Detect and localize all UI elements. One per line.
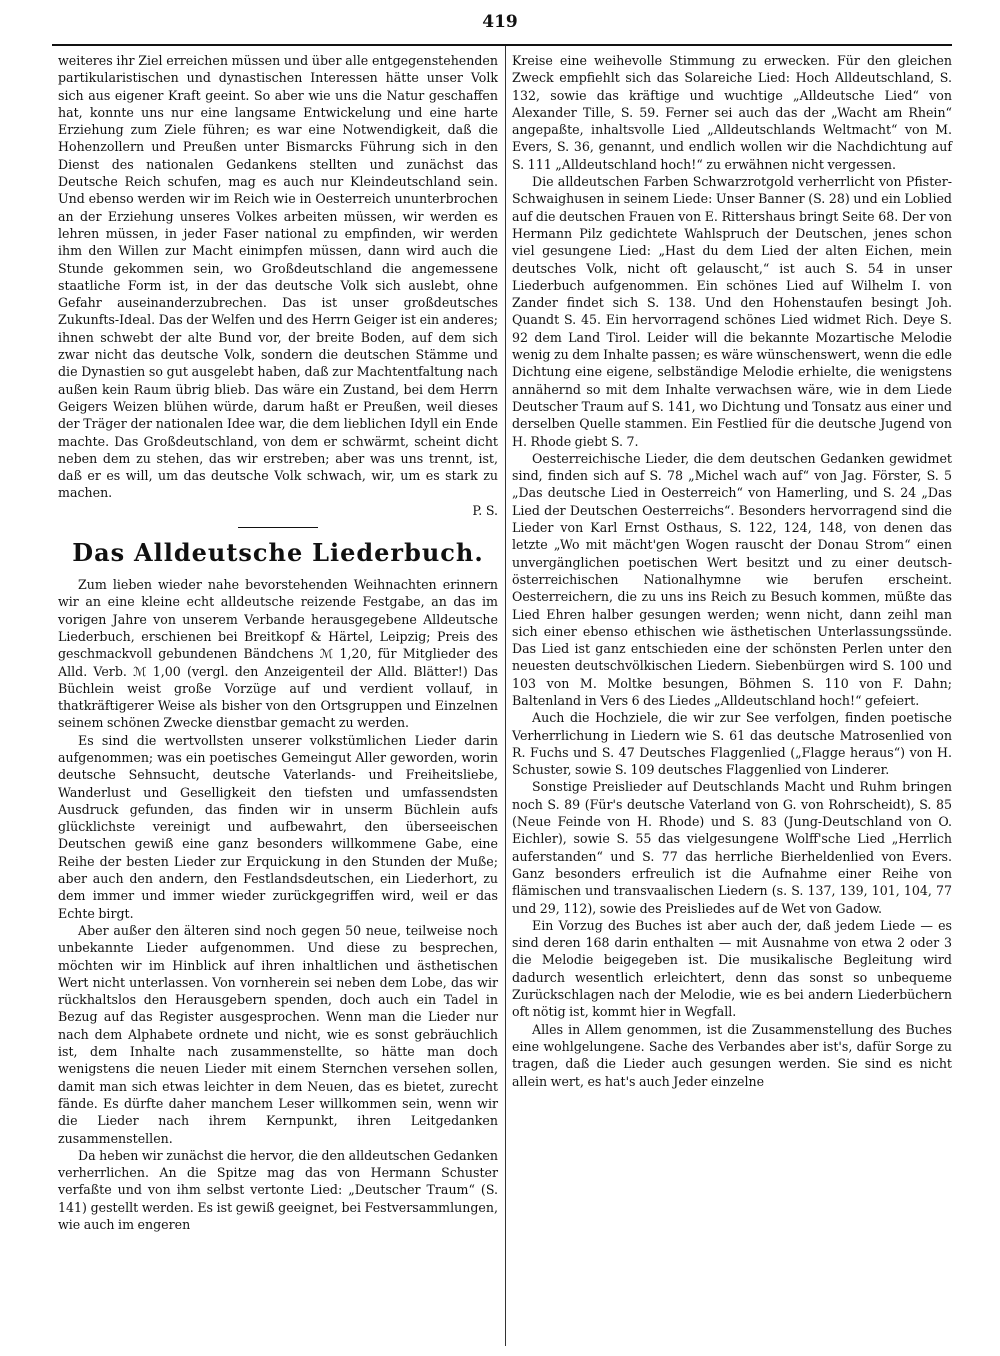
paragraph-continuation: Kreise eine weihevolle Stimmung zu erwecken. Für den gleichen Zweck empfiehlt sich das Solareiche Lied: Hoch Alldeutschland, S. 132, sowie das kräftige und wuchtige „Alldeutsche Lied“ von Alexander Tille, S. 59. Ferner sei auch das der „Wacht am Rhein“ angepaßte, inhaltsvolle Lied „Alldeutschlands Weltmacht“ von M. Evers, S. 36, genannt, und endlich wollen wir die Nachdichtung auf S. 111 „Alldeutschland hoch!“ zu erwähnen nicht vergessen.: [512, 53, 952, 172]
right-column: [512, 52, 952, 1090]
article-headline: Das Alldeutsche Liederbuch.: [72, 538, 484, 568]
paragraph: Sonstige Preislieder auf Deutschlands Macht und Ruhm bringen noch S. 89 (Für's deutsche Vaterland von G. von Rohrscheidt), S. 85 (Neue Feinde von H. Rhode) und S. 83 (Jung-Deutschland von O. Eichler), sowie S. 55 das vielgesungene Wolff'sche Lied „Herrlich auferstanden“ und S. 77 das herrliche Bierheldenlied von Evers. Ganz besonders erfreulich ist die Aufnahme einer Reihe von flämischen und transvaalischen Liedern (s. S. 137, 139, 101, 104, 77 und 29, 112), sowie des Preisliedes auf de Wet von Gadow.: [512, 779, 952, 916]
paragraph: Alles in Allem genommen, ist die Zusammenstellung des Buches eine wohlgelungene. Sache des Verbandes aber ist's, dafür Sorge zu tragen, daß die Lieder auch gesungen werden. Sie sind es nicht allein wert, es hat's auch Jeder einzelne: [512, 1021, 952, 1089]
paragraph: Es sind die wertvollsten unserer volkstümlichen Lieder darin aufgenommen; was ein poetisches Gemeingut Aller geworden, worin deutsche Sehnsucht, deutsche Vaterlands- und Freiheitsliebe, Wanderlust und Geselligkeit den tiefsten und umfassendsten Ausdruck gefunden, das finden wir in unserm Büchlein aufs glücklichste vereinigt und aufbewahrt, den überseeischen Deutschen gewiß eine ganz besonders willkommene Gabe, eine Reihe der besten Lieder zur Erquickung in den Stunden der Muße; aber auch den andern, den Festlandsdeutschen, ein Liederhort, zu dem immer und immer wieder zurückgegriffen wird, weil er das Echte birgt.: [58, 732, 498, 921]
paragraph: Die alldeutschen Farben Schwarzrotgold verherrlicht von Pfister-Schwaighusen in seinem Liede: Unser Banner (S. 28) und ein Loblied auf die deutschen Frauen von E. Rittershaus bringt Seite 68. Der von Hermann Pilz gedichtete Wahlspruch der Deutschen, jenes schon viel gesungene Lied: „Hast du dem Lied der alten Eichen, mein deutsches Volk, nicht oft gelauscht,“ ist auch S. 54 in unser Liederbuch aufgenommen. Ein schönes Lied auf Wilhelm I. von Zander findet sich S. 138. Und den Hohenstaufen besingt Joh. Quandt S. 45. Ein hervorragend schönes Lied widmet Rich. Deye S. 92 dem Land Tirol. Leider will die bekannte Mozartische Melodie wenig zu dem Inhalte passen; es wäre wünschenswert, wenn die edle Dichtung eine eigene, selbständige Melodie erhielte, die wenigstens annähernd so mit dem Inhalte verwachsen wäre, wie in dem Liede Deutscher Traum auf S. 141, wo Dichtung und Tonsatz aus einer und derselben Quelle stammen. Ein Festlied für die deutsche Jugend von H. Rhode giebt S. 7.: [512, 174, 952, 449]
article-continuation: weiteres ihr Ziel erreichen müssen und über alle entgegenstehenden partikularistischen und dynastischen Interessen hätte unser Volk sich aus eigener Kraft geeint. So aber wie uns die Natur geschaffen hat, konnte uns nur eine langsame Entwickelung und eine harte Erziehung zum Ziele führen; es war eine Notwendigkeit, daß die Hohenzollern und Preußen unter Bismarcks Führung sich in den Dienst des nationalen Gedankens stellten und zunächst das Deutsche Reich schufen, mag es auch nur Kleindeutschland sein. Und ebenso werden wir im Reich wie in Oesterreich ununterbrochen an der Erziehung unseres Volkes arbeiten müssen, wir werden es lehren müssen, in jeder Faser national zu empfinden, wir werden ihm den Willen zur Macht einimpfen müssen, dann wird auch die Stunde gekommen sein, wo Großdeutschland die angemessene staatliche Form ist, in der das deutsche Volk sich auslebt, ohne Gefahr auseinanderzubrechen. Das ist unser großdeutsches Zukunfts-Ideal. Das der Welfen und des Herrn Geiger ist ein anderes; ihnen schwebt der alte Bund vor, der breite Boden, auf dem sich zwar nicht das deutsche Volk, sondern die deutschen Stämme und die Dynastien so gut ausgelebt haben, daß zur Machtentfaltung nach außen kein Raum übrig blieb. Das wäre ein Zustand, bei dem Herrn Geigers Weizen blühen würde, darum haßt er Preußen, weil dieses der Träger der nationalen Idee war, die dem lieblichen Idyll ein Ende machte. Das Großdeutschland, von dem er schwärmt, scheint dicht neben dem zu stehen, das wir erstreben; aber was uns trennt, ist, daß er es will, um das deutsche Volk schwach, wir, um es stark zu machen.: [58, 53, 498, 501]
header-rule: [52, 44, 952, 46]
page-number: 419: [482, 12, 518, 32]
paragraph: Auch die Hochziele, die wir zur See verfolgen, finden poetische Verherrlichung in Liedern wie S. 61 das deutsche Matrosenlied von R. Fuchs und S. 47 Deutsches Flaggenlied („Flagge heraus“) von H. Schuster, sowie S. 109 deutsches Flaggenlied von Linderer.: [512, 710, 952, 778]
column-divider: [505, 46, 506, 1346]
article-separator: [238, 527, 318, 528]
paragraph: Aber außer den älteren sind noch gegen 50 neue, teilweise noch unbekannte Lieder aufgenommen. Und diese zu besprechen, möchten wir im Hinblick auf ihren inhaltlichen und ästhetischen Wert nicht unterlassen. Von vornherein sei neben dem Lobe, das wir rückhaltslos den Herausgebern spenden, doch auch ein Tadel in Bezug auf das Register ausgesprochen. Wenn man die Lieder nur nach dem Alphabete ordnete und nicht, wie es sonst gebräuchlich ist, dem Inhalte nach zusammenstellte, so hätte man doch wenigstens die neuen Lieder mit einem Sternchen versehen sollen, damit man sich etwas leichter in dem Neuen, das es bietet, zurecht fände. Es dürfte daher manchem Leser willkommen sein, wenn wir die Lieder nach ihrem Kernpunkt, ihren Leitgedanken zusammenstellen.: [58, 922, 498, 1146]
paragraph: Ein Vorzug des Buches ist aber auch der, daß jedem Liede — es sind deren 168 darin enthalten — mit Ausnahme von etwa 2 oder 3 die Melodie beigegeben ist. Die musikalische Begleitung wird dadurch wesentlich erleichtert, denn das sonst so unbequeme Zurückschlagen nach der Melodie, wie es bei andern Liederbüchern oft nötig ist, kommt hier in Wegfall.: [512, 917, 952, 1020]
paragraph: Zum lieben wieder nahe bevorstehenden Weihnachten erinnern wir an eine kleine echt alldeutsche reizende Festgabe, an das im vorigen Jahre von unserem Verbande herausgegebene Alldeutsche Liederbuch, erschienen bei Breitkopf & Härtel, Leipzig; Preis des geschmackvoll gebundenen Bändchens ℳ 1,20, für Mitglieder des Alld. Verb. ℳ 1,00 (vergl. den Anzeigenteil der Alld. Blätter!) Das Büchlein weist große Vorzüge auf und verdient vollauf, in thatkräftigerer Weise als bisher von den Ortsgruppen und Einzelnen seinem schönen Zwecke dienstbar gemacht zu werden.: [58, 577, 498, 731]
paragraph: Da heben wir zunächst die hervor, die den alldeutschen Gedanken verherrlichen. An die Spitze mag das von Hermann Schuster verfaßte und von ihm selbst vertonte Lied: „Deutscher Traum“ (S. 141) gestellt werden. Es ist gewiß geeignet, bei Festversammlungen, wie auch im engeren: [58, 1147, 498, 1232]
left-column: [58, 52, 498, 1233]
author-signature: P. S.: [472, 502, 498, 518]
paragraph: Oesterreichische Lieder, die dem deutschen Gedanken gewidmet sind, finden sich auf S. 78 „Michel wach auf“ von Jag. Förster, S. 5 „Das deutsche Lied in Oesterreich“ von Hamerling, und S. 24 „Das Lied der Deutschen Oesterreichs“. Besonders hervorragend sind die Lieder von Karl Ernst Osthaus, S. 122, 124, 148, von denen das letzte „Wo mit mächt'gen Wogen rauscht der Donau Strom“ einen unvergänglichen poetischen Wert besitzt und zu einer deutsch-österreichischen Nationalhymne wie berufen erscheint. Oesterreichern, die zu uns ins Reich zu Besuch kommen, müßte das Lied Ehren halber gesungen werden; wenn nicht, dann zeihl man sich einer ebenso ethischen wie ästhetischen Unterlassungssünde. Das Lied ist ganz entschieden eine der schönsten Perlen unter den neuesten deutschvölkischen Liedern. Siebenbürgen wird S. 100 und 103 von M. Moltke besungen, Böhmen S. 110 von F. Dahn; Baltenland in Vers 6 des Liedes „Alldeutschland hoch!“ gefeiert.: [512, 450, 952, 708]
